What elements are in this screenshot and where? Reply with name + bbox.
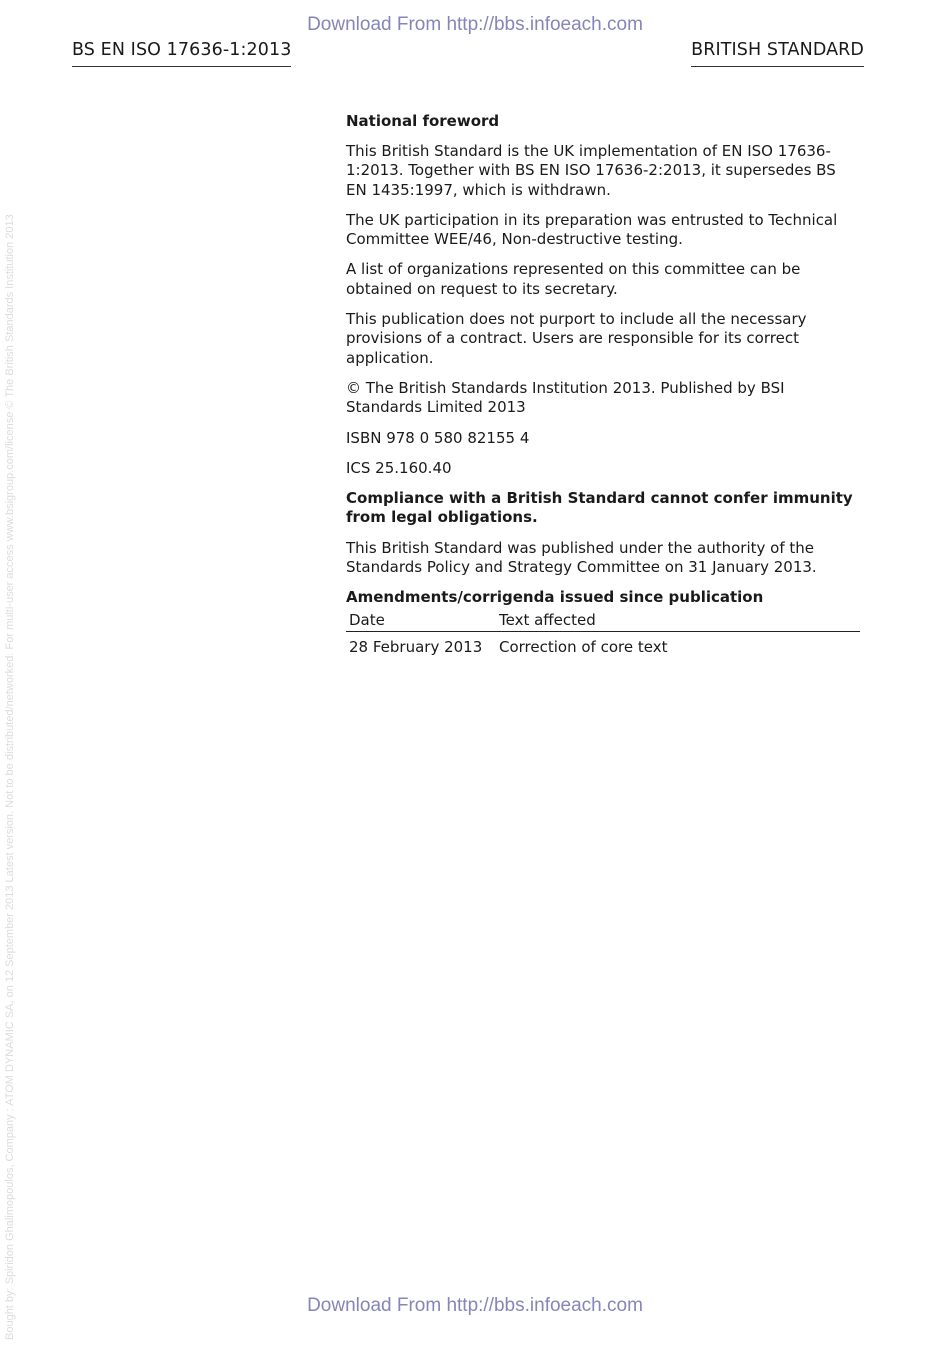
- download-watermark-top: Download From http://bbs.infoeach.com: [307, 14, 643, 35]
- download-watermark-bottom: Download From http://bbs.infoeach.com: [307, 1295, 643, 1316]
- amendments-table: [346, 611, 860, 658]
- paragraph-authority: This British Standard was published under the authority of the Standards Policy and Strategy Committee on 31 January 2013.: [346, 538, 817, 577]
- paragraph-isbn: ISBN 978 0 580 82155 4: [346, 428, 530, 447]
- license-watermark: Bought by: Spiridon Ghalimopoulos, Company : ATOM DYNAMIC SA, on 12 September 2013 Latest version. Not to be distributed/networked. For multi-user access www.bsigroup.com/license © The British Standards Institution 2013: [4, 214, 16, 1340]
- compliance-statement: Compliance with a British Standard cannot confer immunity from legal obligations.: [346, 489, 853, 527]
- column-header-date: Date: [346, 611, 499, 632]
- document-id-header: BS EN ISO 17636-1:2013: [72, 40, 291, 67]
- table-row: [346, 631, 860, 657]
- paragraph-participation: The UK participation in its preparation was entrusted to Technical Committee WEE/46, Non-destructive testing.: [346, 210, 838, 249]
- paragraph-organizations: A list of organizations represented on this committee can be obtained on request to its secretary.: [346, 260, 801, 298]
- document-type-header: BRITISH STANDARD: [691, 40, 864, 67]
- paragraph-copyright: © The British Standards Institution 2013. Published by BSI Standards Limited 2013: [346, 378, 785, 417]
- paragraph-implementation: This British Standard is the UK implementation of EN ISO 17636-1:2013. Together with BS EN ISO 17636-2:2013, it supersedes BS EN 1435:1997, which is withdrawn.: [346, 142, 836, 199]
- amendments-title: Amendments/corrigenda issued since publication: [346, 588, 764, 607]
- amendment-date: 28 February 2013: [349, 637, 483, 656]
- national-foreword-section: [346, 112, 861, 657]
- table-header-row: [346, 611, 860, 632]
- column-header-text-affected: Text affected: [499, 611, 860, 632]
- amendment-text-affected: Correction of core text: [499, 637, 668, 656]
- section-title: National foreword: [346, 112, 500, 130]
- paragraph-contract: This publication does not purport to include all the necessary provisions of a contract. Users are responsible for its correct application.: [346, 310, 807, 367]
- paragraph-ics: ICS 25.160.40: [346, 458, 452, 477]
